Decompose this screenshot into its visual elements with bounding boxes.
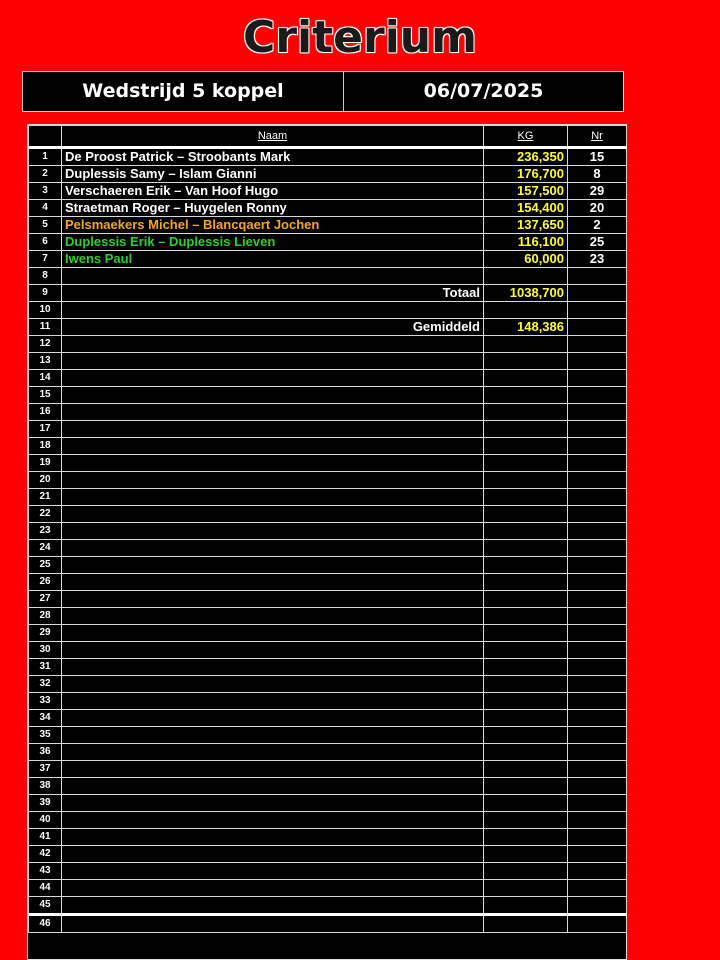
pair-name — [62, 744, 484, 761]
table-row — [29, 795, 627, 812]
weight-kg — [484, 693, 568, 710]
table-row — [29, 557, 627, 574]
weight-kg — [484, 302, 568, 319]
row-number: 8 — [29, 268, 62, 285]
row-number: 34 — [29, 710, 62, 727]
summary-label: Gemiddeld — [62, 319, 484, 336]
row-number: 2 — [29, 166, 62, 183]
row-number: 12 — [29, 336, 62, 353]
team-number: 8 — [568, 166, 627, 183]
competition-name: Wedstrijd 5 koppel — [23, 72, 344, 111]
team-number — [568, 744, 627, 761]
weight-kg: 176,700 — [484, 166, 568, 183]
weight-kg — [484, 761, 568, 778]
team-number — [568, 268, 627, 285]
pair-name — [62, 404, 484, 421]
pair-name — [62, 438, 484, 455]
weight-kg — [484, 387, 568, 404]
row-number: 35 — [29, 727, 62, 744]
pair-name — [62, 489, 484, 506]
team-number — [568, 778, 627, 795]
pair-name — [62, 880, 484, 897]
pair-name — [62, 268, 484, 285]
team-number — [568, 625, 627, 642]
table-row — [29, 846, 627, 863]
pair-name: De Proost Patrick – Stroobants Mark — [62, 148, 484, 166]
team-number — [568, 812, 627, 829]
row-number: 37 — [29, 761, 62, 778]
team-number — [568, 319, 627, 336]
table-row — [29, 829, 627, 846]
weight-kg: 148,386 — [484, 319, 568, 336]
pair-name — [62, 897, 484, 915]
table-row — [29, 217, 627, 234]
naam-column-header: Naam — [62, 126, 484, 148]
weight-kg — [484, 710, 568, 727]
table-row — [29, 608, 627, 625]
team-number: 23 — [568, 251, 627, 268]
team-number — [568, 336, 627, 353]
team-number — [568, 761, 627, 778]
pair-name — [62, 353, 484, 370]
pair-name — [62, 557, 484, 574]
weight-kg — [484, 915, 568, 933]
table-row — [29, 200, 627, 217]
pair-name — [62, 336, 484, 353]
pair-name — [62, 795, 484, 812]
row-number: 46 — [29, 915, 62, 933]
table-row — [29, 574, 627, 591]
row-number: 11 — [29, 319, 62, 336]
table-row — [29, 438, 627, 455]
weight-kg — [484, 268, 568, 285]
weight-kg — [484, 574, 568, 591]
pair-name — [62, 387, 484, 404]
team-number — [568, 829, 627, 846]
team-number — [568, 285, 627, 302]
weight-kg — [484, 744, 568, 761]
weight-kg — [484, 829, 568, 846]
row-number: 10 — [29, 302, 62, 319]
results-sheet — [27, 124, 627, 960]
weight-kg — [484, 778, 568, 795]
row-number: 7 — [29, 251, 62, 268]
row-number: 9 — [29, 285, 62, 302]
weight-kg — [484, 489, 568, 506]
weight-kg — [484, 336, 568, 353]
team-number: 2 — [568, 217, 627, 234]
team-number: 25 — [568, 234, 627, 251]
nr-column-header: Nr — [568, 126, 627, 148]
pair-name — [62, 778, 484, 795]
table-row — [29, 761, 627, 778]
pair-name — [62, 472, 484, 489]
row-number: 27 — [29, 591, 62, 608]
team-number — [568, 557, 627, 574]
table-row — [29, 251, 627, 268]
table-row — [29, 778, 627, 795]
table-row — [29, 404, 627, 421]
pair-name — [62, 863, 484, 880]
row-number: 15 — [29, 387, 62, 404]
weight-kg: 157,500 — [484, 183, 568, 200]
competition-header — [22, 71, 624, 112]
row-number: 20 — [29, 472, 62, 489]
team-number — [568, 846, 627, 863]
team-number — [568, 642, 627, 659]
team-number — [568, 608, 627, 625]
table-row — [29, 727, 627, 744]
team-number — [568, 693, 627, 710]
weight-kg — [484, 591, 568, 608]
page-title: Criterium — [243, 12, 477, 63]
team-number — [568, 574, 627, 591]
pair-name — [62, 710, 484, 727]
num-column-header — [29, 126, 62, 148]
table-row — [29, 472, 627, 489]
weight-kg — [484, 370, 568, 387]
pair-name — [62, 829, 484, 846]
table-row — [29, 285, 627, 302]
pair-name: Pelsmaekers Michel – Blancqaert Jochen — [62, 217, 484, 234]
row-number: 3 — [29, 183, 62, 200]
pair-name — [62, 642, 484, 659]
weight-kg — [484, 863, 568, 880]
pair-name — [62, 574, 484, 591]
row-number: 40 — [29, 812, 62, 829]
row-number: 25 — [29, 557, 62, 574]
pair-name — [62, 812, 484, 829]
row-number: 39 — [29, 795, 62, 812]
pair-name — [62, 421, 484, 438]
pair-name — [62, 591, 484, 608]
pair-name — [62, 727, 484, 744]
row-number: 16 — [29, 404, 62, 421]
row-number: 21 — [29, 489, 62, 506]
table-row — [29, 268, 627, 285]
table-row — [29, 370, 627, 387]
team-number — [568, 727, 627, 744]
weight-kg — [484, 625, 568, 642]
team-number — [568, 915, 627, 933]
row-number: 19 — [29, 455, 62, 472]
team-number — [568, 455, 627, 472]
pair-name: Duplessis Erik – Duplessis Lieven — [62, 234, 484, 251]
table-row — [29, 710, 627, 727]
row-number: 45 — [29, 897, 62, 915]
table-row — [29, 166, 627, 183]
table-row — [29, 897, 627, 915]
weight-kg — [484, 608, 568, 625]
table-row — [29, 591, 627, 608]
team-number — [568, 710, 627, 727]
weight-kg — [484, 472, 568, 489]
pair-name — [62, 506, 484, 523]
table-row — [29, 659, 627, 676]
weight-kg — [484, 455, 568, 472]
team-number — [568, 591, 627, 608]
pair-name — [62, 676, 484, 693]
team-number — [568, 404, 627, 421]
row-number: 43 — [29, 863, 62, 880]
table-header-row — [29, 126, 627, 148]
team-number — [568, 302, 627, 319]
team-number — [568, 897, 627, 915]
table-row — [29, 915, 627, 933]
table-row — [29, 523, 627, 540]
row-number: 18 — [29, 438, 62, 455]
team-number: 29 — [568, 183, 627, 200]
weight-kg — [484, 897, 568, 915]
table-row — [29, 812, 627, 829]
weight-kg — [484, 795, 568, 812]
table-row — [29, 676, 627, 693]
table-row — [29, 506, 627, 523]
team-number — [568, 387, 627, 404]
row-number: 1 — [29, 148, 62, 166]
weight-kg — [484, 523, 568, 540]
table-row — [29, 302, 627, 319]
table-row — [29, 693, 627, 710]
weight-kg — [484, 846, 568, 863]
team-number — [568, 523, 627, 540]
pair-name: Verschaeren Erik – Van Hoof Hugo — [62, 183, 484, 200]
pair-name: Straetman Roger – Huygelen Ronny — [62, 200, 484, 217]
row-number: 31 — [29, 659, 62, 676]
weight-kg — [484, 880, 568, 897]
weight-kg — [484, 421, 568, 438]
row-number: 26 — [29, 574, 62, 591]
table-row — [29, 183, 627, 200]
team-number: 20 — [568, 200, 627, 217]
pair-name — [62, 540, 484, 557]
row-number: 38 — [29, 778, 62, 795]
team-number — [568, 353, 627, 370]
weight-kg — [484, 353, 568, 370]
pair-name — [62, 846, 484, 863]
row-number: 42 — [29, 846, 62, 863]
team-number — [568, 472, 627, 489]
table-row — [29, 863, 627, 880]
row-number: 44 — [29, 880, 62, 897]
table-row — [29, 744, 627, 761]
row-number: 36 — [29, 744, 62, 761]
row-number: 30 — [29, 642, 62, 659]
pair-name — [62, 523, 484, 540]
team-number — [568, 795, 627, 812]
weight-kg: 1038,700 — [484, 285, 568, 302]
table-row — [29, 353, 627, 370]
team-number — [568, 676, 627, 693]
team-number — [568, 880, 627, 897]
weight-kg: 60,000 — [484, 251, 568, 268]
weight-kg: 236,350 — [484, 148, 568, 166]
pair-name — [62, 915, 484, 933]
weight-kg: 154,400 — [484, 200, 568, 217]
row-number: 28 — [29, 608, 62, 625]
pair-name: Iwens Paul — [62, 251, 484, 268]
weight-kg — [484, 659, 568, 676]
pair-name — [62, 659, 484, 676]
pair-name — [62, 302, 484, 319]
kg-column-header: KG — [484, 126, 568, 148]
weight-kg: 116,100 — [484, 234, 568, 251]
team-number — [568, 659, 627, 676]
table-row — [29, 625, 627, 642]
competition-date: 06/07/2025 — [423, 80, 544, 102]
team-number — [568, 438, 627, 455]
weight-kg — [484, 812, 568, 829]
weight-kg — [484, 438, 568, 455]
pair-name — [62, 455, 484, 472]
table-row — [29, 642, 627, 659]
weight-kg: 137,650 — [484, 217, 568, 234]
table-row — [29, 880, 627, 897]
team-number — [568, 421, 627, 438]
weight-kg — [484, 404, 568, 421]
row-number: 23 — [29, 523, 62, 540]
table-row — [29, 489, 627, 506]
pair-name: Duplessis Samy – Islam Gianni — [62, 166, 484, 183]
team-number: 15 — [568, 148, 627, 166]
row-number: 24 — [29, 540, 62, 557]
pair-name — [62, 761, 484, 778]
row-number: 33 — [29, 693, 62, 710]
weight-kg — [484, 676, 568, 693]
results-table — [28, 125, 627, 933]
row-number: 29 — [29, 625, 62, 642]
team-number — [568, 506, 627, 523]
team-number — [568, 489, 627, 506]
team-number — [568, 863, 627, 880]
weight-kg — [484, 506, 568, 523]
row-number: 22 — [29, 506, 62, 523]
pair-name — [62, 608, 484, 625]
row-number: 4 — [29, 200, 62, 217]
pair-name — [62, 370, 484, 387]
pair-name — [62, 625, 484, 642]
table-row — [29, 455, 627, 472]
weight-kg — [484, 557, 568, 574]
row-number: 14 — [29, 370, 62, 387]
weight-kg — [484, 727, 568, 744]
pair-name — [62, 693, 484, 710]
team-number — [568, 370, 627, 387]
weight-kg — [484, 540, 568, 557]
summary-label: Totaal — [62, 285, 484, 302]
weight-kg — [484, 642, 568, 659]
row-number: 41 — [29, 829, 62, 846]
row-number: 32 — [29, 676, 62, 693]
table-row — [29, 540, 627, 557]
row-number: 13 — [29, 353, 62, 370]
team-number — [568, 540, 627, 557]
row-number: 6 — [29, 234, 62, 251]
table-row — [29, 319, 627, 336]
table-body — [29, 148, 627, 933]
table-row — [29, 148, 627, 166]
table-row — [29, 234, 627, 251]
table-row — [29, 336, 627, 353]
table-row — [29, 387, 627, 404]
table-row — [29, 421, 627, 438]
row-number: 17 — [29, 421, 62, 438]
row-number: 5 — [29, 217, 62, 234]
